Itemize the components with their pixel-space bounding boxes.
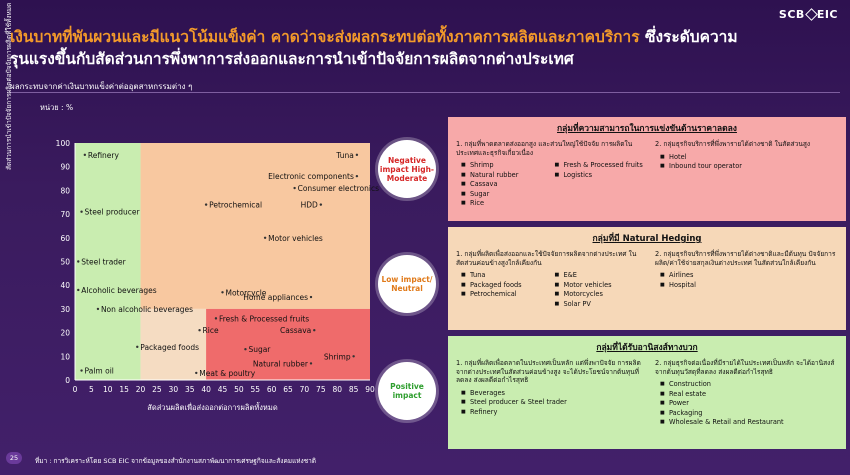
- point-label: Shrimp: [323, 352, 351, 362]
- panel-title: กลุ่มที่ความสามารถในการแข่งขันด้านราคาลดลง: [557, 124, 737, 134]
- y-tick-label: 0: [65, 376, 70, 385]
- point-label: Rice: [202, 326, 219, 336]
- item-list: [655, 153, 842, 172]
- unit-label: หน่วย : %: [40, 103, 74, 112]
- point-label: Natural rubber: [252, 359, 308, 369]
- data-point: [77, 260, 79, 262]
- panel-group: [647, 359, 846, 428]
- data-point: [80, 211, 82, 213]
- point-label: Packaged foods: [140, 342, 199, 352]
- data-point: [195, 372, 197, 374]
- headline-white-2: รุนแรงขึ้นกับสัดส่วนการพึ่งพาการส่งออกและการนำเข้าปัจจัยการผลิตจากต่างประเทศ: [10, 50, 574, 68]
- list-item: ■ Sugar: [456, 190, 550, 200]
- x-tick-label: 40: [201, 385, 211, 394]
- x-tick-label: 55: [250, 385, 261, 394]
- item-list: [550, 161, 644, 209]
- headline: [10, 26, 810, 70]
- list-item: ■ Natural rubber: [456, 171, 550, 181]
- x-tick-label: 75: [316, 385, 326, 394]
- point-label: Tuna: [336, 150, 354, 160]
- panel-group: [448, 359, 647, 428]
- point-label: Sugar: [248, 345, 271, 355]
- panel-group: [448, 140, 647, 209]
- list-item: ■ Logistics: [550, 171, 644, 181]
- impact-panel: [448, 117, 846, 221]
- point-label: Motor vehicles: [268, 233, 323, 243]
- list-item: ■ Airlines: [655, 271, 842, 281]
- item-list: [456, 161, 550, 209]
- data-point: [136, 346, 138, 348]
- y-tick-label: 70: [60, 210, 70, 220]
- point-label: Electronic components: [268, 172, 354, 182]
- data-point: [97, 308, 99, 310]
- scatter-chart: [20, 135, 380, 425]
- item-list: [456, 271, 550, 309]
- item-list: [456, 389, 643, 418]
- point-label: Home appliances: [243, 293, 308, 303]
- list-item: ■ Power: [655, 399, 842, 409]
- y-tick-label: 80: [60, 186, 70, 196]
- x-tick-label: 65: [283, 385, 293, 394]
- list-item: ■ Motorcycles: [550, 290, 644, 300]
- panel-title: กลุ่มที่ได้รับอานิสงส์ทางบวก: [596, 343, 698, 353]
- x-tick-label: 45: [217, 385, 228, 394]
- impact-bubble: Low impact/ Neutral: [378, 255, 436, 313]
- y-axis-label: สัดส่วนการนำเข้าปัจจัยการผลิตต่อปัจจัยการผลิตที่ใช้ทั้งหมด: [5, 2, 13, 170]
- headline-orange: เงินบาทที่พันผวนและมีแนวโน้มแข็งค่า คาดว่าจะส่งผลกระทบต่อทั้งภาคการผลิตและภาคบริการ: [10, 28, 640, 46]
- divider: [10, 92, 840, 93]
- data-point: [77, 289, 79, 291]
- group-heading: 1. กลุ่มที่ผลิตเพื่อตลาดในประเทศเป็นหลัก แต่พึ่งพาปัจจัย การผลิตจากต่างประเทศในสัดส่วนค่อนข้างสูง จะได้ประโยชน์จากต้นทุนที่ลดลง ส่งผลดีต่อกำไรสุทธิ: [456, 359, 641, 384]
- x-tick-label: 0: [72, 385, 78, 394]
- item-list: [655, 380, 842, 428]
- data-point: [356, 154, 358, 156]
- y-tick-label: 40: [60, 281, 70, 291]
- x-tick-label: 60: [266, 385, 277, 394]
- data-point: [198, 329, 200, 331]
- y-tick-label: 10: [60, 352, 70, 362]
- point-label: Alcoholic beverages: [81, 285, 157, 295]
- page-number: 25: [6, 452, 22, 464]
- list-item: ■ E&E: [550, 271, 644, 281]
- data-point: [84, 154, 86, 156]
- list-item: ■ Petrochemical: [456, 290, 550, 300]
- impact-bubble: Negative impact High-Moderate: [378, 140, 436, 198]
- group-heading: 2. กลุ่มธุรกิจบริการที่พึ่งพารายได้ต่างชาติและมีต้นทุน ปัจจัยการผลิต/ค่าใช้จ่ายสกุลเงินต่างประเทศ ในสัดส่วนใกล้เคียงกัน: [655, 250, 836, 267]
- data-point: [310, 296, 312, 298]
- x-tick-label: 25: [152, 385, 162, 394]
- panel-group: [647, 250, 846, 309]
- point-label: Palm oil: [84, 366, 114, 376]
- item-list: [655, 271, 842, 290]
- list-item: ■ Packaging: [655, 409, 842, 419]
- data-point: [356, 175, 358, 177]
- list-item: ■ Rice: [456, 199, 550, 209]
- x-tick-label: 20: [135, 385, 146, 394]
- x-tick-label: 15: [119, 385, 129, 394]
- point-label: Refinery: [87, 150, 119, 160]
- point-label: Petrochemical: [209, 200, 263, 210]
- data-point: [293, 187, 295, 189]
- data-point: [80, 369, 82, 371]
- x-tick-label: 80: [332, 385, 342, 394]
- impact-panel: [448, 227, 846, 330]
- impact-panel: [448, 336, 846, 449]
- list-item: ■ Inbound tour operator: [655, 162, 842, 172]
- group-heading: 2. กลุ่มธุรกิจบริการที่พึ่งพารายได้ต่างชาติ ในสัดส่วนสูง: [655, 140, 811, 148]
- region-high-moderate: [141, 143, 370, 309]
- y-tick-label: 50: [60, 257, 70, 267]
- point-label: HDD: [300, 200, 318, 210]
- point-label: Steel trader: [81, 257, 126, 267]
- data-point: [313, 329, 315, 331]
- chart-subtitle: ผลกระทบจากค่าเงินบาทแข็งค่าต่ออุตสาหกรรมต่าง ๆ: [10, 82, 193, 91]
- list-item: ■ Motor vehicles: [550, 281, 644, 291]
- list-item: ■ Steel producer & Steel trader: [456, 398, 643, 408]
- x-tick-label: 10: [103, 385, 113, 394]
- diamond-icon: [805, 8, 818, 21]
- source-note: ที่มา : การวิเคราะห์โดย SCB EIC จากข้อมูลของสำนักงานสภาพัฒนาการเศรษฐกิจและสังคมแห่งชาติ: [35, 457, 317, 465]
- x-axis-label: สัดส่วนผลิตเพื่อส่งออกต่อการผลิตทั้งหมด: [147, 403, 278, 412]
- panel-group: [448, 250, 647, 309]
- list-item: ■ Shrimp: [456, 161, 550, 171]
- point-label: Consumer electronics: [297, 184, 380, 194]
- x-tick-label: 50: [234, 385, 244, 394]
- list-item: ■ Hospital: [655, 281, 842, 291]
- data-point: [205, 203, 207, 205]
- point-label: Steel producer: [84, 207, 140, 217]
- point-label: Cassava: [279, 326, 312, 336]
- x-tick-label: 5: [88, 385, 94, 394]
- list-item: ■ Packaged foods: [456, 281, 550, 291]
- group-heading: 2. กลุ่มธุรกิจต่อเนื่องที่มีรายได้ในประเทศเป็นหลัก จะได้อานิสงส์จากต้นทุนวัสดุที่ลดลง ส่งผลดีต่อกำไรสุทธิ: [655, 359, 835, 376]
- panel-group: [647, 140, 846, 209]
- data-point: [221, 291, 223, 293]
- brand-logo: SCB EIC: [778, 8, 838, 21]
- list-item: ■ Tuna: [456, 271, 550, 281]
- data-point: [244, 348, 246, 350]
- y-tick-label: 20: [60, 328, 70, 338]
- impact-bubble: Positive impact: [378, 362, 436, 420]
- panel-title: กลุ่มที่มี Natural Hedging: [592, 234, 702, 244]
- list-item: ■ Real estate: [655, 390, 842, 400]
- x-tick-label: 85: [348, 385, 359, 394]
- list-item: ■ Solar PV: [550, 300, 644, 310]
- data-point: [264, 237, 266, 239]
- point-label: Non alcoholic beverages: [100, 304, 194, 314]
- data-point: [352, 355, 354, 357]
- y-tick-label: 90: [60, 162, 70, 172]
- data-point: [215, 317, 217, 319]
- headline-white-1: ซึ่งระดับความ: [639, 28, 738, 46]
- y-tick-label: 30: [60, 304, 70, 314]
- list-item: ■ Fresh & Processed fruits: [550, 161, 644, 171]
- group-heading: 1. กลุ่มที่พาดตลาดส่งออกสูง และส่วนใหญ่ใช้ปัจจัย การผลิตในประเทศและธุรกิจเกี่ยวเนื่อง: [456, 140, 633, 157]
- point-label: Fresh & Processed fruits: [218, 314, 310, 324]
- list-item: ■ Beverages: [456, 389, 643, 399]
- x-tick-label: 90: [365, 385, 375, 394]
- x-tick-label: 35: [184, 385, 195, 394]
- y-tick-label: 100: [55, 139, 70, 148]
- x-tick-label: 70: [299, 385, 310, 394]
- list-item: ■ Wholesale & Retail and Restaurant: [655, 418, 842, 428]
- list-item: ■ Refinery: [456, 408, 643, 418]
- item-list: [550, 271, 644, 309]
- data-point: [320, 203, 322, 205]
- list-item: ■ Hotel: [655, 153, 842, 163]
- point-label: Motorcycle: [225, 288, 267, 298]
- list-item: ■ Construction: [655, 380, 842, 390]
- group-heading: 1. กลุ่มที่ผลิตเพื่อส่งออกและใช้ปัจจัยการผลิตจากต่างประเทศ ในสัดส่วนค่อนข้างสูงใกล้เคียงกัน: [456, 250, 637, 267]
- point-label: Meat & poultry: [199, 368, 256, 378]
- data-point: [310, 362, 312, 364]
- x-tick-label: 30: [168, 385, 179, 394]
- list-item: ■ Cassava: [456, 180, 550, 190]
- y-tick-label: 60: [60, 233, 70, 243]
